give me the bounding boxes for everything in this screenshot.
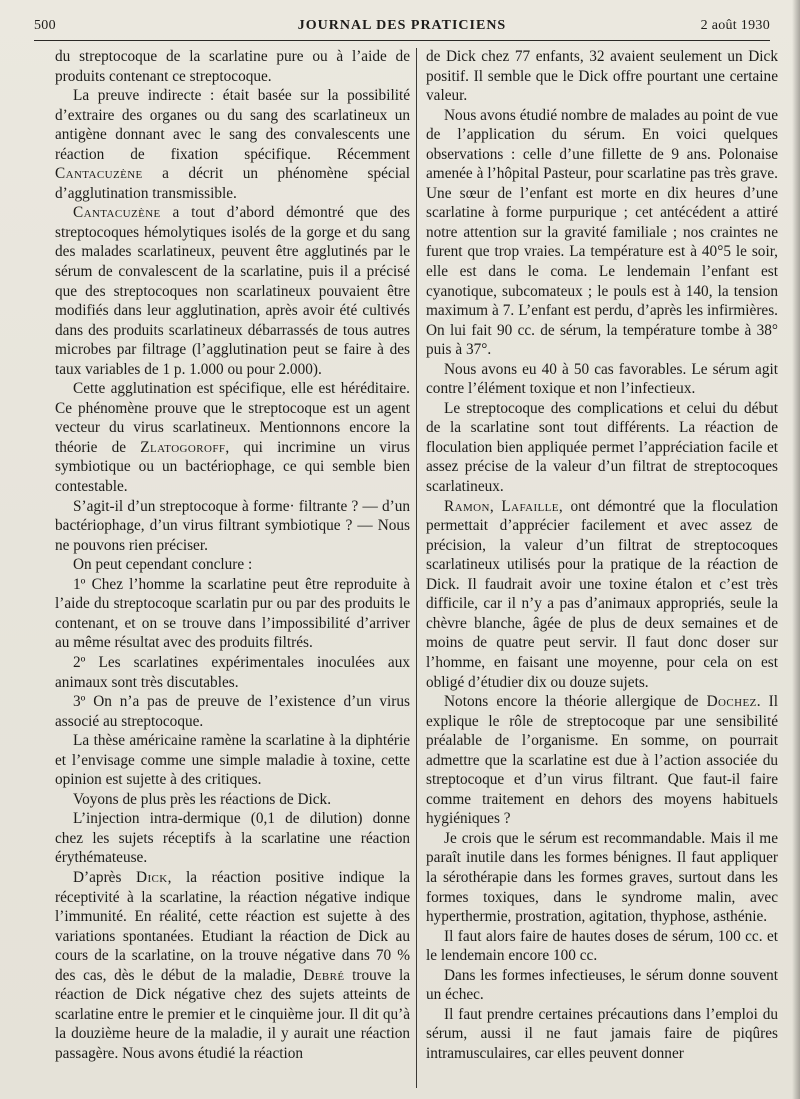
paragraph: [55, 692, 410, 731]
text-run: La thèse américaine ramène la scarlatine à la diphtérie et l’envisage comme une simple maladie à toxine, cette opinion est sujette à des critiques.: [55, 732, 410, 789]
paragraph: [426, 399, 778, 497]
author-name: Zlatogoroff: [140, 438, 226, 456]
paragraph: [426, 106, 778, 360]
paragraph: [55, 47, 410, 86]
left-column: [55, 47, 410, 1063]
text-run: Nous avons étudié nombre de malades au point de vue de l’application du sérum. En voici quelques observations : celle d’une fillette de 9 ans. Polonaise amenée à l’hôpital Pasteur, pour scarlatine pas très grave. Une sœur de l’enfant est morte en dix heures d’une scarlatine à forme purpurique ; cet antécédent a attiré notre attention sur la gravité familiale ; nos craintes ne furent que trop vraies. La température est à 40°5 le soir, elle est dans le coma. Le lendemain l’enfant est cyanotique, subcomateux ; le pouls est à 140, la tension maximum à 7. L’enfant est perdu, d’après les infirmières. On lui fait 90 cc. de sérum, la température tombe à 38° puis à 37°.: [426, 106, 778, 359]
text-run: a tout d’abord démontré que des streptocoques hémolytiques isolés de la gorge et du sang des malades scarlatineux, peuvent être agglutinés par le sérum de convalescent de la scarlatine, puis il a précisé que des streptocoques non scarlatineux pouvaient être modifiés dans leur agglutination, après avoir été cultivés dans des produits scarlatineux débarrassés de tous autres microbes par filtrage (l’agglutination peut se faire à des taux variables de 1 p. 1.000 ou pour 2.000).: [55, 204, 410, 378]
paragraph: [426, 360, 778, 399]
text-run: , la réaction positive indique la réceptivité à la scarlatine, la réaction négative indique l’immunité. En réalité, cette réaction est sujette à des variations spontanées. Etudiant la réaction de Dick au cours de la scarlatine, on la trouve négative dans 70 % des cas, dès le début de la maladie,: [55, 868, 410, 984]
author-name: Cantacuzène: [73, 204, 161, 222]
paragraph: [426, 1005, 778, 1064]
text-run: L’injection intra-dermique (0,1 de dilution) donne chez les sujets réceptifs à la scarlatine une réaction érythémateuse.: [55, 810, 410, 867]
text-run: S’agit-il d’un streptocoque à forme· filtrante ? — d’un bactériophage, d’un virus filtrant symbiotique ? — Nous ne pouvons rien préciser.: [55, 497, 410, 554]
page-number: 500: [34, 18, 56, 33]
paragraph: [55, 203, 410, 379]
text-run: du streptocoque de la scarlatine pure ou à l’aide de produits contenant ce streptocoque.: [55, 48, 410, 85]
text-run: 3º On n’a pas de preuve de l’existence d’un virus associé au streptocoque.: [55, 693, 410, 730]
text-run: Le streptocoque des complications et celui du début de la scarlatine sont tout différents. La réaction de floculation bien appliquée permet l’appréciation facile et assez précise de la valeur d’un filtrat de streptocoques scarlatineux.: [426, 399, 778, 496]
text-run: Cette agglutination est spécifique, elle est héréditaire. Ce phénomène prouve que le streptocoque est un agent vecteur du virus scarlatineux. Mentionnons encore la théorie de: [55, 380, 410, 456]
issue-date: 2 août 1930: [700, 18, 770, 33]
text-run: Nous avons eu 40 à 50 cas favorables. Le sérum agit contre l’élément toxique et non l’infectieux.: [426, 360, 778, 398]
paragraph: [55, 555, 410, 575]
paragraph: [55, 86, 410, 203]
paragraph: [55, 731, 410, 790]
journal-title: JOURNAL DES PRATICIENS: [297, 18, 507, 33]
right-column: [426, 47, 778, 1063]
paragraph: [426, 497, 778, 692]
author-name: Debré: [303, 966, 345, 984]
text-run: . Il explique le rôle de streptocoque par une sensibilité préalable de l’organisme. En somme, on pourrait admettre que la scarlatine est due à l’action associée du streptocoque et d’un virus filtrant. Que faut-il faire comme traitement en dehors des moyens habituels hygiéniques ?: [426, 693, 779, 828]
text-run: ,: [489, 497, 502, 515]
paragraph: [426, 47, 778, 106]
page-header: [34, 14, 770, 41]
author-name: Cantacuzène: [55, 165, 143, 183]
text-run: Il faut prendre certaines précautions dans l’emploi du sérum, aussi il ne faut jamais faire de piqûres intramusculaires, car elles peuvent donner: [426, 1005, 778, 1062]
text-run: de Dick chez 77 enfants, 32 avaient seulement un Dick positif. Il semble que le Dick offre pourtant une certaine valeur.: [426, 48, 778, 105]
paragraph: [426, 692, 778, 829]
text-run: La preuve indirecte : était basée sur la possibilité d’extraire des organes ou du sang des scarlatineux un antigène donnant avec le sang des convalescents une réaction de fixation spécifique. Récemment: [55, 87, 410, 163]
paragraph: [55, 497, 410, 556]
text-run: Voyons de plus près les réactions de Dick.: [73, 790, 332, 808]
author-name: Dick: [136, 868, 168, 886]
paragraph: [55, 575, 410, 653]
paragraph: [426, 927, 778, 966]
paragraph: [55, 790, 410, 810]
text-run: 1º Chez l’homme la scarlatine peut être reproduite à l’aide du streptocoque scarlatin pur ou par des produits le contenant, et on se trouve dans l’impossibilité d’arriver au même résultat avec des produits filtrés.: [55, 575, 410, 652]
author-name: Lafaille: [501, 497, 559, 515]
text-run: a décrit un phénomène spécial d’agglutination transmissible.: [55, 165, 410, 202]
text-run: trouve la réaction de Dick négative chez des sujets atteints de scarlatine entre le premier et le cinquième jour. Il dit qu’à la douzième heure de la maladie, il y aurait une réaction passagère. Nous avons étudié la réaction: [55, 966, 410, 1062]
paragraph: [426, 966, 778, 1005]
text-run: On peut cependant conclure :: [73, 556, 253, 574]
author-name: Ramon: [444, 497, 490, 515]
paragraph: [55, 868, 410, 1063]
text-run: Il faut alors faire de hautes doses de sérum, 100 cc. et le lendemain encore 100 cc.: [426, 927, 778, 965]
page-edge-shadow: [792, 0, 800, 1099]
text-run: , qui incrimine un virus symbiotique ou un bactériophage, ce qui semble bien contestable.: [55, 438, 410, 496]
paragraph: [55, 809, 410, 868]
text-run: , ont démontré que la floculation permettait d’apprécier facilement et avec assez de précision, la valeur d’un filtrat de streptocoques scarlatineux utilisés pour la pratique de la réaction de Dick. Il faudrait avoir une toxine étalon et c’est très difficile, car il n’y a pas d’animaux appropriés, seule la chèvre blanche, âgée de plus de deux semaines et de moins de quatre peut servir. Il faut donc doser sur l’homme, en faisant une moyenne, pour cela on est obligé d’étudier dix ou douze sujets.: [426, 497, 778, 691]
text-run: Notons encore la théorie allergique de: [444, 693, 707, 711]
author-name: Dochez: [706, 693, 757, 711]
text-run: 2º Les scarlatines expérimentales inoculées aux animaux sont très discutables.: [55, 653, 410, 691]
paragraph: [55, 653, 410, 692]
text-run: Dans les formes infectieuses, le sérum donne souvent un échec.: [426, 966, 778, 1004]
paragraph: [55, 379, 410, 496]
paragraph: [426, 829, 778, 927]
column-divider: [416, 48, 417, 1088]
text-run: D’après: [73, 868, 136, 886]
text-run: Je crois que le sérum est recommandable. Mais il me paraît inutile dans les formes bénignes. Il faut appliquer la sérothérapie dans les formes graves, surtout dans les formes toxiques, dans le syndrome malin, avec hyperthermie, prostration, agitation, thyphose, asthénie.: [426, 829, 778, 926]
